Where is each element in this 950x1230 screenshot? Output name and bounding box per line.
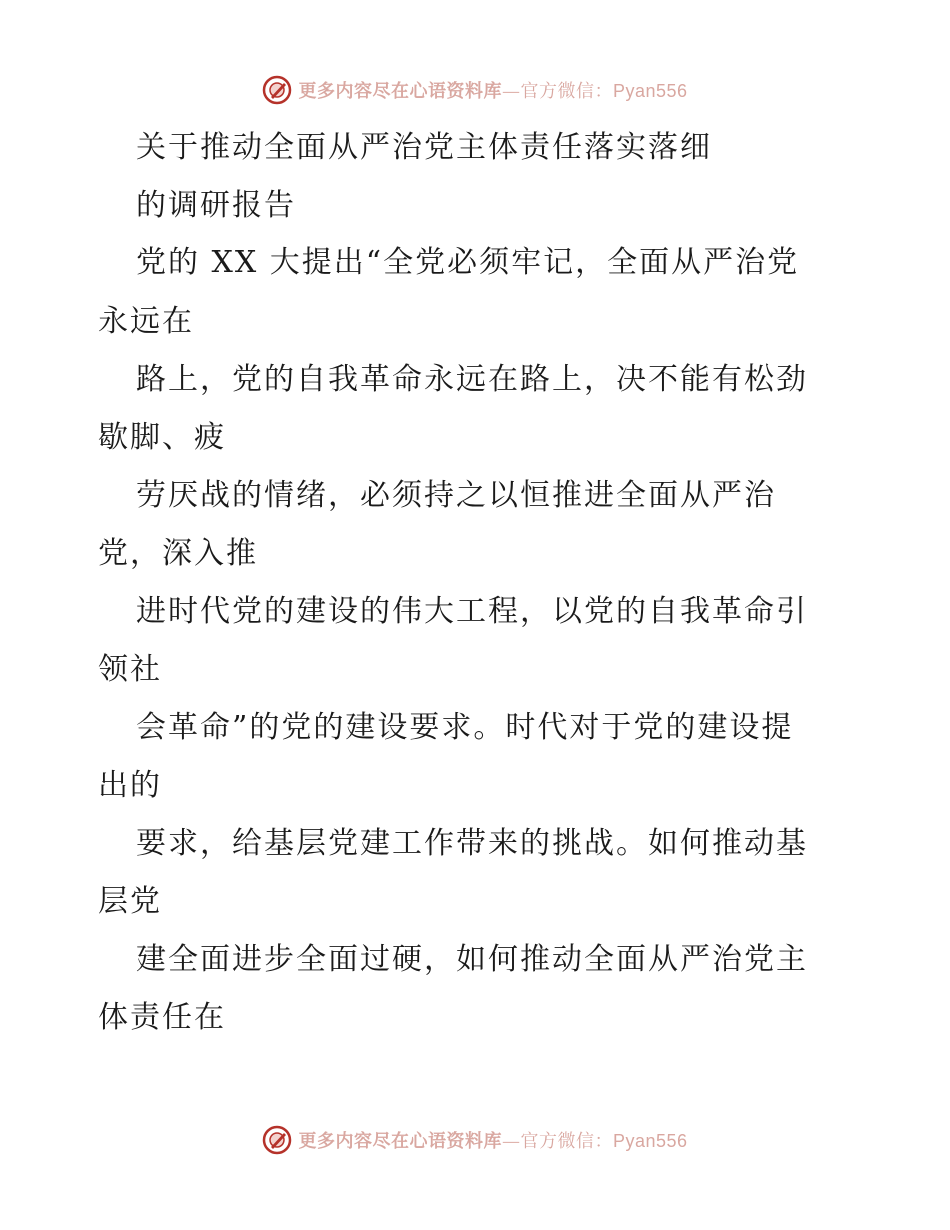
doc-line: 党的 XX 大提出“全党必须牢记，全面从严治党: [136, 245, 800, 280]
logo-icon: [262, 75, 292, 105]
doc-line: 关于推动全面从严治党主体责任落实落细: [136, 130, 712, 165]
doc-line: 永远在: [98, 304, 194, 339]
doc-line: 层党: [98, 884, 162, 919]
header-banner-main: 更多内容尽在心语资料库: [298, 81, 502, 102]
header-banner-wechat: 官方微信：Pyan556: [520, 81, 688, 101]
header-banner: [0, 70, 950, 110]
header-banner-inner: [262, 75, 687, 105]
doc-line: 建全面进步全面过硬，如何推动全面从严治党主: [136, 942, 808, 977]
footer-banner: [0, 1120, 950, 1160]
doc-line: 歇脚、疲: [98, 420, 226, 455]
footer-banner-main: 更多内容尽在心语资料库: [298, 1131, 502, 1152]
footer-banner-sep: —: [501, 1131, 521, 1152]
doc-line: 出的: [98, 768, 162, 803]
footer-banner-text: [298, 1127, 687, 1153]
doc-line: 领社: [98, 652, 162, 687]
doc-line: 要求，给基层党建工作带来的挑战。如何推动基: [136, 826, 808, 861]
logo-icon: [262, 1125, 292, 1155]
doc-line: 的调研报告: [136, 188, 296, 223]
header-banner-text: [298, 77, 687, 103]
doc-line: 劳厌战的情绪，必须持之以恒推进全面从严治: [136, 478, 776, 513]
footer-banner-wechat: 官方微信：Pyan556: [520, 1131, 688, 1151]
doc-line: 路上，党的自我革命永远在路上，决不能有松劲: [136, 362, 808, 397]
doc-line: 会革命”的党的建设要求。时代对于党的建设提: [136, 710, 794, 745]
doc-line: 进时代党的建设的伟大工程，以党的自我革命引: [136, 594, 808, 629]
doc-line: 体责任在: [98, 1000, 226, 1035]
header-banner-sep: —: [501, 81, 521, 102]
footer-banner-inner: [262, 1125, 687, 1155]
doc-line: 党，深入推: [98, 536, 258, 571]
